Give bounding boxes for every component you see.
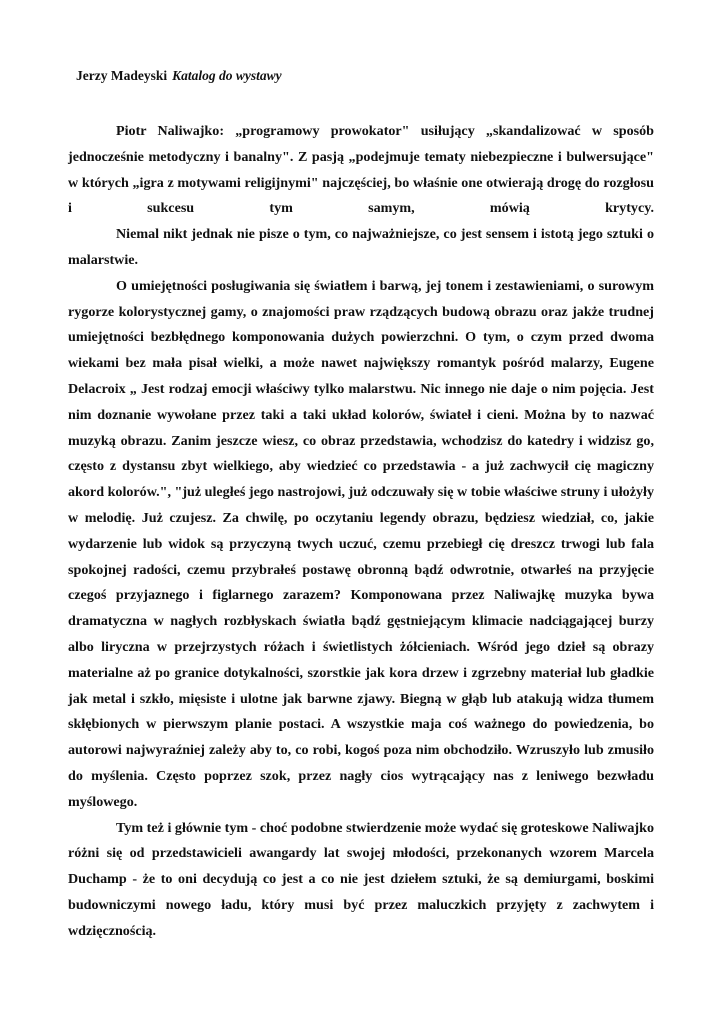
paragraph-essence: Niemal nikt jednak nie pisze o tym, co najważniejsze, co jest sensem i istotą jego sztuki o malarstwie. xyxy=(68,226,654,268)
catalog-title: Katalog do wystawy xyxy=(172,68,282,83)
paragraph-light-and-color: O umiejętności posługiwania się światłem i barwą, jej tonem i zestawieniami, o surowym rygorze kolorystycznej gamy, o znajomości praw rządzących budową obrazu oraz jakże trudnej umiejętności bezbłędnego komponowania dużych powierzchni. O tym, o czym przed dwoma wiekami bez mała pisał wielki, a może nawet największy romantyk pośród malarzy, Eugene Delacroix „ Jest rodzaj emocji właściwy tylko malarstwu. Nic innego nie daje o nim pojęcia. Jest nim doznanie wywołane przez taki a taki układ kolorów, świateł i cieni. Można by to nazwać muzyką obrazu. Zanim jeszcze wiesz, co obraz przedstawia, wchodzisz do katedry i widzisz go, często z dystansu zbyt wielkiego, aby wiedzieć co przedstawia - a już zachwycił cię magiczny akord kolorów.", "już uległeś jego nastrojowi, już odczuwały się w tobie właściwe struny i ułożyły w melodię. Już czujesz. Za chwilę, po oczytaniu legendy obrazu, będziesz wiedział, co, jakie wydarzenie lub widok są przyczyną twych uczuć, czemu przebiegł cię dreszcz trwogi lub fala spokojnej radości, czemu przybrałeś postawę obronną bądź odwrotnie, otwarłeś na przyjęcie czegoś przyjaznego i figlarnego zarazem? Komponowana przez Naliwajkę muzyka bywa dramatyczna w nagłych rozbłyskach światła bądź gęstniejącym klimacie nadciągającej burzy albo liryczna w przejrzystych różach i świetlistych żółcieniach. Wśród jego dzieł są obrazy materialne aż po granice dotykalności, szorstkie jak kora drzew i zgrzebny materiał lub gładkie jak metal i szkło, mięsiste i ulotne jak barwne zjawy. Biegną w głąb lub atakują widza tłumem skłębionych w pierwszym planie postaci. A wszystkie maja coś ważnego do powiedzenia, bo autorowi najwyraźniej zależy aby to, co robi, kogoś poza nim obchodziło. Wzruszyło lub zmusiło do myślenia. Często poprzez szok, przez nagły cios wytrącający nas z leniwego bezwładu myślowego. xyxy=(68,277,654,810)
document-header xyxy=(76,68,282,84)
paragraph-avant-garde: Tym też i głównie tym - choć podobne stwierdzenie może wydać się groteskowe Naliwajko różni się od przedstawicieli awangardy lat swojej młodości, przekonanych wzorem Marcela Duchamp - że to oni decydują co jest a co nie jest dziełem sztuki, że są demiurgami, boskimi budowniczymi nowego ładu, który musi być przez maluczkich przyjęty z zachwytem i wdzięcznością. xyxy=(68,819,654,939)
paragraph-intro: Piotr Naliwajko: „programowy prowokator" usiłujący „skandalizować w sposób jednocześnie metodyczny i banalny". Z pasją „podejmuje tematy niebezpieczne i bulwersujące" w których „igra z motywami religijnymi" najczęściej, bo właśnie one otwierają drogę do rozgłosu i sukcesu tym samym, mówią krytycy. xyxy=(68,123,654,217)
document-body xyxy=(68,119,654,945)
author-name: Jerzy Madeyski xyxy=(76,68,168,83)
